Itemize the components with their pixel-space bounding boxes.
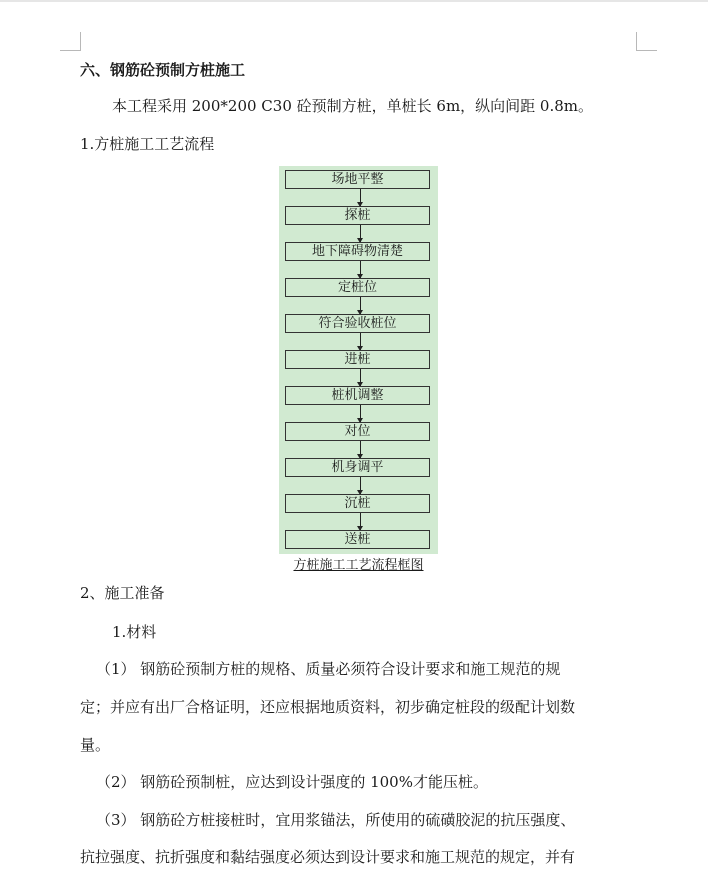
flow-step: 地下障碍物清楚: [285, 242, 430, 261]
flow-step: 定桩位: [285, 278, 430, 297]
process-flowchart: [279, 166, 438, 554]
flow-step: 探桩: [285, 206, 430, 225]
flow-arrow: [360, 261, 361, 278]
flow-arrow: [360, 225, 361, 242]
flow-arrow: [360, 297, 361, 314]
flow-arrow: [360, 477, 361, 494]
flow-step: 场地平整: [285, 170, 430, 189]
subsection-heading-preparation: 2、施工准备: [80, 584, 165, 602]
flow-step: 机身调平: [285, 458, 430, 477]
item2-paragraph: （2） 钢筋砼预制桩，应达到设计强度的 100%才能压桩。: [96, 773, 488, 791]
flow-arrow: [360, 441, 361, 458]
flow-step: 对位: [285, 422, 430, 441]
flow-step: 送桩: [285, 530, 430, 549]
flow-step: 进桩: [285, 350, 430, 369]
flowchart-caption: 方桩施工工艺流程框图: [293, 558, 424, 573]
flow-step: 符合验收桩位: [285, 314, 430, 333]
flow-arrow: [360, 369, 361, 386]
flow-arrow: [360, 189, 361, 206]
item1-line2: 定；并应有出厂合格证明，还应根据地质资料，初步确定桩段的级配计划数: [80, 698, 576, 716]
section-heading: 六、钢筋砼预制方桩施工: [80, 61, 246, 79]
item3-line2: 抗拉强度、抗折强度和黏结强度必须达到设计要求和施工规范的规定，并有: [80, 848, 576, 866]
item3-line1: （3） 钢筋砼方桩接桩时，宜用浆锚法，所使用的硫磺胶泥的抗压强度、: [96, 811, 576, 829]
subsection-heading-process: 1.方桩施工工艺流程: [80, 135, 215, 153]
materials-heading: 1.材料: [112, 623, 157, 641]
item1-line3: 量。: [80, 736, 111, 754]
flow-arrow: [360, 333, 361, 350]
intro-paragraph: 本工程采用 200*200 C30 砼预制方桩，单桩长 6m，纵向间距 0.8m。: [112, 97, 594, 115]
item1-line1: （1） 钢筋砼预制方桩的规格、质量必须符合设计要求和施工规范的规: [96, 660, 561, 678]
flow-arrow: [360, 513, 361, 530]
flow-step: 桩机调整: [285, 386, 430, 405]
flow-step: 沉桩: [285, 494, 430, 513]
flow-arrow: [360, 405, 361, 422]
